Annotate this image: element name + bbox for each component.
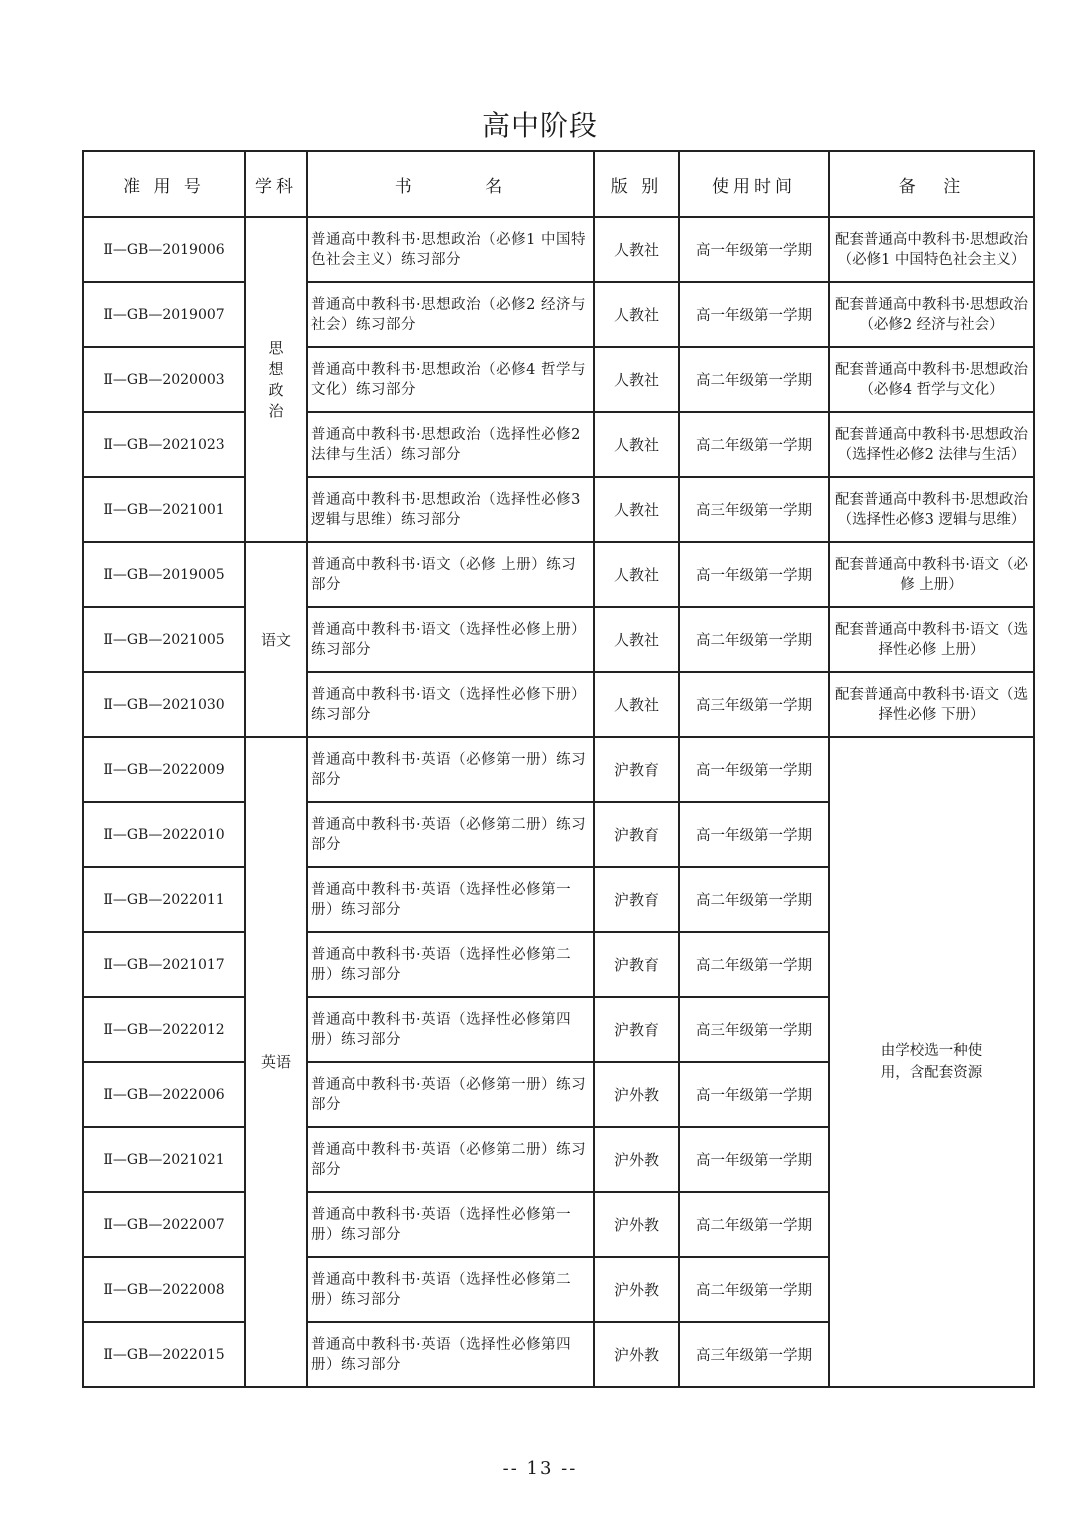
time-cell: 高二年级第一学期 (679, 1192, 829, 1257)
note-cell: 配套普通高中教科书·思想政治（选择性必修3 逻辑与思维） (829, 477, 1034, 542)
publisher-cell: 人教社 (594, 477, 679, 542)
book-cell: 普通高中教科书·英语（选择性必修第四册）练习部分 (307, 997, 594, 1062)
book-cell: 普通高中教科书·思想政治（必修1 中国特色社会主义）练习部分 (307, 217, 594, 282)
book-cell: 普通高中教科书·语文（必修 上册）练习部分 (307, 542, 594, 607)
time-cell: 高二年级第一学期 (679, 932, 829, 997)
time-cell: 高一年级第一学期 (679, 217, 829, 282)
publisher-cell: 沪外教 (594, 1322, 679, 1387)
time-cell: 高一年级第一学期 (679, 737, 829, 802)
publisher-cell: 沪教育 (594, 867, 679, 932)
book-cell: 普通高中教科书·英语（选择性必修第四册）练习部分 (307, 1322, 594, 1387)
publisher-cell: 人教社 (594, 607, 679, 672)
table-row (83, 477, 1034, 542)
time-cell: 高二年级第一学期 (679, 347, 829, 412)
publisher-cell: 沪教育 (594, 802, 679, 867)
table-row (83, 542, 1034, 607)
code-cell: Ⅱ—GB—2021017 (83, 932, 245, 997)
publisher-cell: 沪外教 (594, 1192, 679, 1257)
header-time: 使用时间 (679, 151, 829, 217)
time-cell: 高一年级第一学期 (679, 1062, 829, 1127)
publisher-cell: 人教社 (594, 542, 679, 607)
code-cell: Ⅱ—GB—2020003 (83, 347, 245, 412)
time-cell: 高一年级第一学期 (679, 1127, 829, 1192)
book-cell: 普通高中教科书·英语（必修第一册）练习部分 (307, 737, 594, 802)
note-cell: 配套普通高中教科书·思想政治（必修1 中国特色社会主义） (829, 217, 1034, 282)
textbook-table (82, 150, 1035, 1388)
time-cell: 高二年级第一学期 (679, 412, 829, 477)
publisher-cell: 沪教育 (594, 932, 679, 997)
code-cell: Ⅱ—GB—2021005 (83, 607, 245, 672)
header-book: 书 名 (307, 151, 594, 217)
page-number: -- 13 -- (502, 1458, 578, 1479)
publisher-cell: 沪外教 (594, 1127, 679, 1192)
note-cell: 配套普通高中教科书·语文（选择性必修 下册） (829, 672, 1034, 737)
book-cell: 普通高中教科书·思想政治（必修4 哲学与文化）练习部分 (307, 347, 594, 412)
code-cell: Ⅱ—GB—2021023 (83, 412, 245, 477)
table-row (83, 282, 1034, 347)
table-row (83, 607, 1034, 672)
code-cell: Ⅱ—GB—2022009 (83, 737, 245, 802)
book-cell: 普通高中教科书·英语（必修第二册）练习部分 (307, 802, 594, 867)
book-cell: 普通高中教科书·思想政治（选择性必修2 法律与生活）练习部分 (307, 412, 594, 477)
header-subject: 学科 (245, 151, 307, 217)
publisher-cell: 人教社 (594, 217, 679, 282)
publisher-cell: 人教社 (594, 347, 679, 412)
book-cell: 普通高中教科书·英语（选择性必修第一册）练习部分 (307, 867, 594, 932)
time-cell: 高一年级第一学期 (679, 542, 829, 607)
note-cell: 配套普通高中教科书·思想政治（必修4 哲学与文化） (829, 347, 1034, 412)
time-cell: 高一年级第一学期 (679, 802, 829, 867)
publisher-cell: 人教社 (594, 282, 679, 347)
code-cell: Ⅱ—GB—2021001 (83, 477, 245, 542)
code-cell: Ⅱ—GB—2022012 (83, 997, 245, 1062)
code-cell: Ⅱ—GB—2022006 (83, 1062, 245, 1127)
table-row (83, 217, 1034, 282)
book-cell: 普通高中教科书·英语（必修第二册）练习部分 (307, 1127, 594, 1192)
code-cell: Ⅱ—GB—2021021 (83, 1127, 245, 1192)
book-cell: 普通高中教科书·英语（选择性必修第二册）练习部分 (307, 932, 594, 997)
code-cell: Ⅱ—GB—2019007 (83, 282, 245, 347)
book-cell: 普通高中教科书·思想政治（必修2 经济与社会）练习部分 (307, 282, 594, 347)
subject-cell-english: 英语 (245, 737, 307, 1387)
publisher-cell: 沪教育 (594, 997, 679, 1062)
page-title: 高中阶段 (481, 109, 598, 142)
code-cell: Ⅱ—GB—2022008 (83, 1257, 245, 1322)
header-code: 准 用 号 (83, 151, 245, 217)
code-cell: Ⅱ—GB—2019005 (83, 542, 245, 607)
code-cell: Ⅱ—GB—2019006 (83, 217, 245, 282)
subject-cell-politics (245, 217, 307, 542)
publisher-cell: 沪外教 (594, 1257, 679, 1322)
book-cell: 普通高中教科书·语文（选择性必修上册）练习部分 (307, 607, 594, 672)
publisher-cell: 沪外教 (594, 1062, 679, 1127)
publisher-cell: 人教社 (594, 412, 679, 477)
code-cell: Ⅱ—GB—2022010 (83, 802, 245, 867)
header-publisher: 版 别 (594, 151, 679, 217)
header-note: 备 注 (829, 151, 1034, 217)
book-cell: 普通高中教科书·英语（选择性必修第一册）练习部分 (307, 1192, 594, 1257)
shared-note-text: 由学校选一种使用，含配套资源 (880, 1043, 983, 1081)
time-cell: 高二年级第一学期 (679, 607, 829, 672)
table-header-row (83, 151, 1034, 217)
subject-cell-chinese: 语文 (245, 542, 307, 737)
book-cell: 普通高中教科书·语文（选择性必修下册）练习部分 (307, 672, 594, 737)
note-cell: 配套普通高中教科书·思想政治（选择性必修2 法律与生活） (829, 412, 1034, 477)
note-cell: 配套普通高中教科书·语文（必修 上册） (829, 542, 1034, 607)
publisher-cell: 人教社 (594, 672, 679, 737)
time-cell: 高二年级第一学期 (679, 867, 829, 932)
table-row (83, 347, 1034, 412)
note-cell-shared (829, 737, 1034, 1387)
table-row (83, 412, 1034, 477)
note-cell: 配套普通高中教科书·思想政治（必修2 经济与社会） (829, 282, 1034, 347)
code-cell: Ⅱ—GB—2022011 (83, 867, 245, 932)
book-cell: 普通高中教科书·英语（选择性必修第二册）练习部分 (307, 1257, 594, 1322)
book-cell: 普通高中教科书·英语（必修第一册）练习部分 (307, 1062, 594, 1127)
note-cell: 配套普通高中教科书·语文（选择性必修 上册） (829, 607, 1034, 672)
table-row (83, 672, 1034, 737)
time-cell: 高二年级第一学期 (679, 1257, 829, 1322)
time-cell: 高三年级第一学期 (679, 477, 829, 542)
code-cell: Ⅱ—GB—2021030 (83, 672, 245, 737)
publisher-cell: 沪教育 (594, 737, 679, 802)
time-cell: 高一年级第一学期 (679, 282, 829, 347)
time-cell: 高三年级第一学期 (679, 1322, 829, 1387)
book-cell: 普通高中教科书·思想政治（选择性必修3 逻辑与思维）练习部分 (307, 477, 594, 542)
time-cell: 高三年级第一学期 (679, 672, 829, 737)
code-cell: Ⅱ—GB—2022007 (83, 1192, 245, 1257)
code-cell: Ⅱ—GB—2022015 (83, 1322, 245, 1387)
subject-label: 思想政治 (268, 338, 284, 420)
time-cell: 高三年级第一学期 (679, 997, 829, 1062)
table-row (83, 737, 1034, 802)
